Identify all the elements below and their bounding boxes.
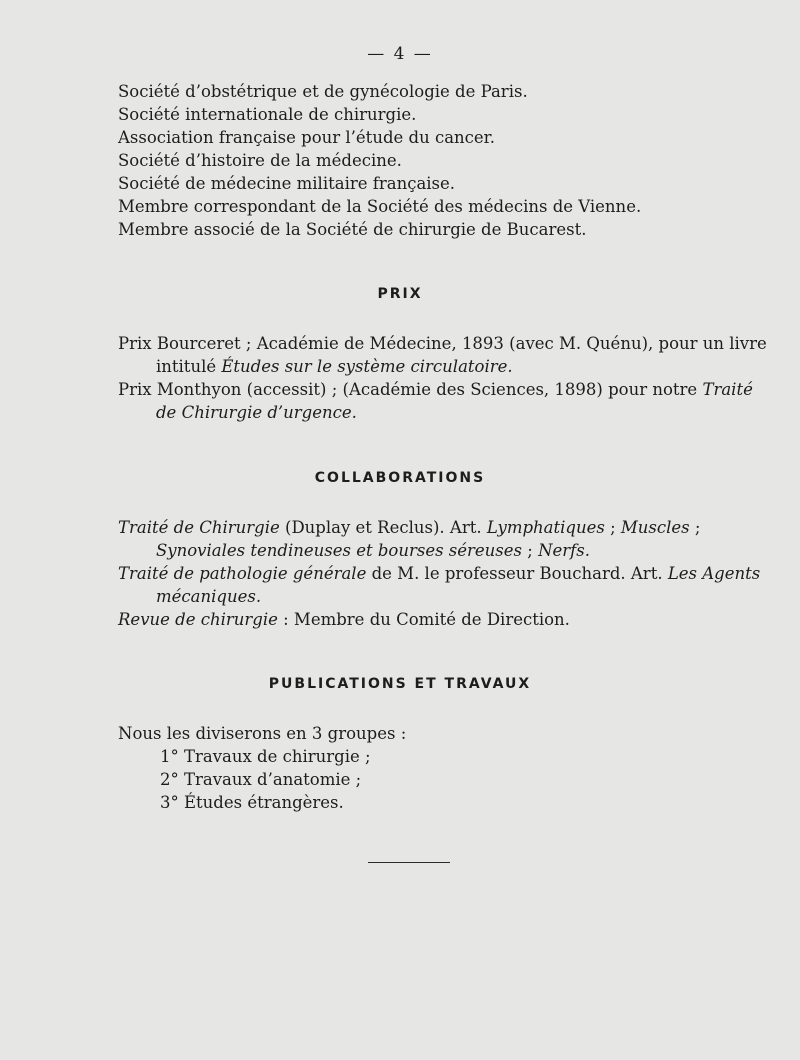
list-item: Société d’histoire de la médecine.	[118, 151, 402, 170]
list-item: 3° Études étrangères.	[160, 793, 344, 812]
societies-list	[118, 80, 698, 241]
collab-2-title: Traité de pathologie générale	[118, 564, 367, 583]
page-number: — 4 —	[367, 44, 433, 64]
list-item: Société de médecine militaire française.	[118, 174, 456, 193]
list-item: Association française pour l’étude du cancer.	[118, 128, 495, 147]
section-divider	[368, 862, 450, 863]
prix-item-1-title: Études sur le système circulatoire.	[221, 357, 513, 376]
prix-item-1-line-2	[118, 355, 693, 378]
collab-1-line-1	[118, 516, 701, 539]
collab-2-line-1	[118, 562, 761, 585]
publications-intro: Nous les diviserons en 3 groupes :	[118, 724, 407, 743]
list-item: Membre correspondant de la Société des médecins de Vienne.	[118, 197, 642, 216]
list-item: Société internationale de chirurgie.	[118, 105, 417, 124]
prix-item-2-prefix: Prix Monthyon (accessit) ; (Académie des Sciences, 1898) pour notre	[118, 380, 703, 399]
collab-2-line-2-text: mécaniques.	[156, 587, 262, 606]
prix-heading: PRIX	[377, 286, 423, 302]
collab-2-art: Les Agents	[667, 564, 761, 583]
list-item: 1° Travaux de chirurgie ;	[160, 747, 371, 766]
collab-1-text: (Duplay et Reclus). Art.	[279, 518, 487, 537]
publications-heading: PUBLICATIONS ET TRAVAUX	[268, 676, 532, 692]
collab-1-line-2-end: Nerfs.	[538, 541, 590, 560]
list-item: 2° Travaux d’anatomie ;	[160, 770, 362, 789]
prix-item-2-title: Traité	[702, 380, 753, 399]
collab-1-end: ;	[689, 518, 701, 537]
collab-3-title: Revue de chirurgie	[118, 610, 278, 629]
prix-item-1-line-1: Prix Bourceret ; Académie de Médecine, 1893 (avec M. Quénu), pour un livre	[118, 334, 767, 353]
collab-1-title: Traité de Chirurgie	[118, 518, 280, 537]
collaborations-section	[118, 516, 761, 631]
collab-1-art-1: Lymphatiques	[486, 518, 605, 537]
list-item: Membre associé de la Société de chirurgie de Bucarest.	[118, 220, 587, 239]
prix-item-2-title-cont: de Chirurgie d’urgence.	[156, 403, 357, 422]
collab-3-line	[118, 608, 693, 631]
collab-1-line-2-sep: ;	[522, 541, 539, 560]
prix-item-2-line-1	[118, 378, 753, 401]
list-item: Société d’obstétrique et de gynécologie de Paris.	[118, 82, 528, 101]
prix-section	[118, 332, 767, 424]
prix-item-2-line-2	[118, 401, 693, 424]
collab-1-line-2-text: Synoviales tendineuses et bourses séreuses	[156, 541, 523, 560]
collab-3-text: : Membre du Comité de Direction.	[277, 610, 570, 629]
collab-1-line-2	[118, 539, 693, 562]
collab-2-line-2	[118, 585, 693, 608]
publications-section	[118, 722, 698, 814]
prix-item-1-prefix: intitulé	[156, 357, 222, 376]
collab-2-text: de M. le professeur Bouchard. Art.	[366, 564, 668, 583]
collab-1-art-2: Muscles	[620, 518, 690, 537]
collaborations-heading: COLLABORATIONS	[314, 470, 486, 486]
collab-1-sep: ;	[604, 518, 621, 537]
